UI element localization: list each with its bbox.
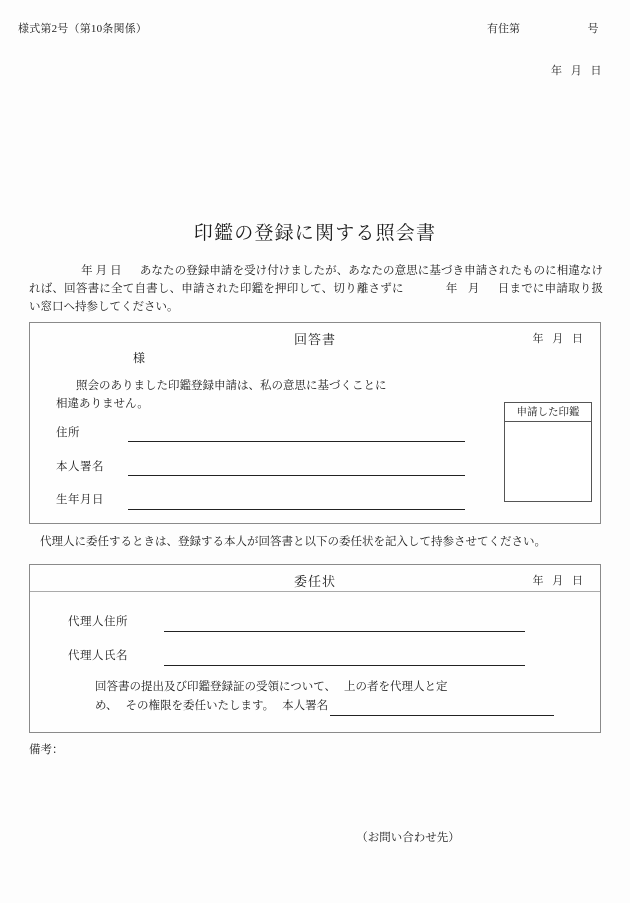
delegation-line-1-tail: 上の者を代理人と定 <box>344 681 448 693</box>
principal-signature-input[interactable] <box>330 715 554 716</box>
proxy-section-date: 年 月 日 <box>532 575 586 587</box>
proxy-instruction-note: 代理人に委任するときは、登録する本人が回答書と以下の委任状を記入して持参させてください。 <box>40 536 546 548</box>
receipt-number-unit: 号 <box>587 23 599 35</box>
seal-box-caption: 申請した印鑑 <box>505 403 591 422</box>
intro-line-2-tail: 年 <box>445 283 458 295</box>
receipt-number-label: 有住第 <box>487 23 520 35</box>
intro-date-prefix: 年 月 日 <box>81 265 122 277</box>
addressee-honorific: 様 <box>133 351 146 365</box>
seal-stamp-area[interactable] <box>505 422 591 502</box>
delegation-line-2: め、 <box>95 700 118 712</box>
answer-statement-line-1: 照会のありました印鑑登録申請は、私の意思に基づくことに <box>76 380 387 392</box>
answer-section-date: 年 月 日 <box>532 333 586 345</box>
contact-note: （お問い合わせ先） <box>356 832 460 844</box>
address-input[interactable] <box>128 441 465 442</box>
header-date-line: 年 月 日 <box>551 65 605 77</box>
proxy-header-divider <box>30 591 600 592</box>
form-code-label: 様式第2号（第10条関係） <box>18 23 148 35</box>
intro-line-1: あなたの登録申請を受け付けましたが、あなたの意思に基づき申請され <box>139 265 511 277</box>
proxy-address-label: 代理人住所 <box>68 616 128 628</box>
birthdate-label: 生年月日 <box>56 494 104 506</box>
delegation-line-2-mid: その権限を委任いたします。 <box>125 700 275 712</box>
delegation-statement <box>95 678 515 716</box>
proxy-name-label: 代理人氏名 <box>68 650 128 662</box>
answer-statement <box>56 377 486 413</box>
intro-line-3: 日までに申請取り扱い窓口へ持参してください。 <box>29 283 604 313</box>
intro-line-2: たものに相違なければ、回答書に全て自書し、申請された印鑑を押印して、切り離さずに <box>29 265 604 295</box>
principal-signature-label: 本人署名 <box>282 700 329 712</box>
delegation-line-1: 回答書の提出及び印鑑登録証の受領について、 <box>95 681 337 693</box>
power-of-attorney-box <box>29 564 601 733</box>
address-label: 住所 <box>56 427 80 439</box>
birthdate-input[interactable] <box>128 509 465 510</box>
proxy-address-input[interactable] <box>164 631 525 632</box>
registered-seal-box <box>504 402 592 502</box>
answer-section-title: 回答書 <box>293 332 336 347</box>
intro-paragraph <box>29 262 603 316</box>
signature-label: 本人署名 <box>56 461 104 473</box>
proxy-name-input[interactable] <box>164 665 525 666</box>
answer-statement-line-2: 相違ありません。 <box>56 398 149 410</box>
signature-input[interactable] <box>128 475 465 476</box>
intro-line-3-head: 月 <box>467 283 480 295</box>
remarks-label: 備考： <box>29 744 64 756</box>
page-title: 印鑑の登録に関する照会書 <box>193 223 437 244</box>
answer-form-box <box>29 322 601 524</box>
receipt-number-field <box>487 20 599 36</box>
proxy-section-title: 委任状 <box>293 574 336 589</box>
